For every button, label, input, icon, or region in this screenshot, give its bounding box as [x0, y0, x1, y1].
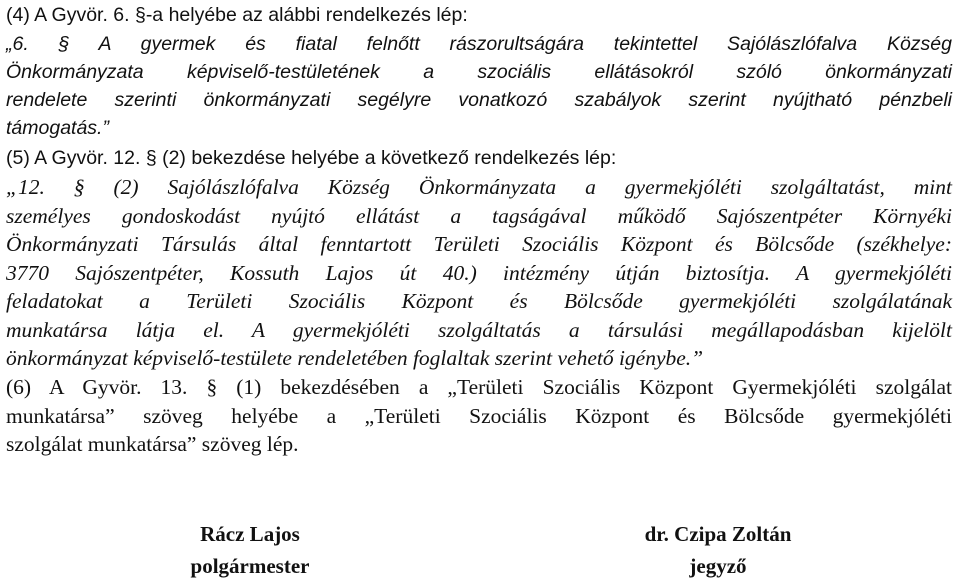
quoted-section-12-line: Önkormányzati Társulás által fenntartott Területi Szociális Központ és Bölcsőde (székhelye: — [6, 232, 952, 256]
quoted-section-6-line: „6. § A gyermek és fiatal felnőtt rászorultságára tekintettel Sajólászlófalva Község — [6, 33, 952, 55]
signatory-name: Rácz Lajos — [200, 522, 300, 546]
signature-block-left — [150, 518, 350, 582]
signatory-title: jegyző — [689, 554, 747, 578]
quoted-section-12-line: önkormányzat képviselő-testülete rendeletében foglaltak szerint vehető igénybe.” — [6, 346, 704, 370]
quoted-section-12-line: feladatokat a Területi Szociális Központ és Bölcsőde gyermekjóléti szolgálatának — [6, 289, 952, 313]
signatory-name: dr. Czipa Zoltán — [644, 522, 792, 546]
quoted-section-12-line: munkatársa látja el. A gyermekjóléti szolgáltatás a társulási megállapodásban kijelölt — [6, 318, 952, 342]
quoted-section-12-line: 3770 Sajószentpéter, Kossuth Lajos út 40.) intézmény útján biztosítja. A gyermekjóléti — [6, 261, 952, 285]
quoted-section-6-line: támogatás.” — [6, 117, 109, 139]
quoted-section-6-line: rendelete szerinti önkormányzati segélyre vonatkozó szabályok szerint nyújtható pénzbeli — [6, 89, 952, 111]
signatory-title: polgármester — [190, 554, 310, 578]
paragraph-5-heading: (5) A Gyvör. 12. § (2) bekezdése helyébe a következő rendelkezés lép: — [6, 147, 617, 169]
quoted-section-6-line: Önkormányzata képviselő-testületének a szociális ellátásokról szóló önkormányzati — [6, 61, 952, 83]
quoted-section-12-line: személyes gondoskodást nyújtó ellátást a tagságával működő Sajószentpéter Környéki — [6, 204, 952, 228]
quoted-section-12-line: „12. § (2) Sajólászlófalva Község Önkormányzata a gyermekjóléti szolgáltatást, mint — [6, 175, 952, 199]
paragraph-6-line: munkatársa” szöveg helyébe a „Területi Szociális Központ és Bölcsőde gyermekjóléti — [6, 404, 952, 428]
paragraph-6-line: (6) A Gyvör. 13. § (1) bekezdésében a „Területi Szociális Központ Gyermekjóléti szolgálat — [6, 375, 952, 399]
paragraph-6-line: szolgálat munkatársa” szöveg lép. — [6, 432, 299, 456]
paragraph-4-heading: (4) A Gyvör. 6. §-a helyébe az alábbi rendelkezés lép: — [6, 4, 468, 26]
signature-block-right — [608, 518, 828, 582]
